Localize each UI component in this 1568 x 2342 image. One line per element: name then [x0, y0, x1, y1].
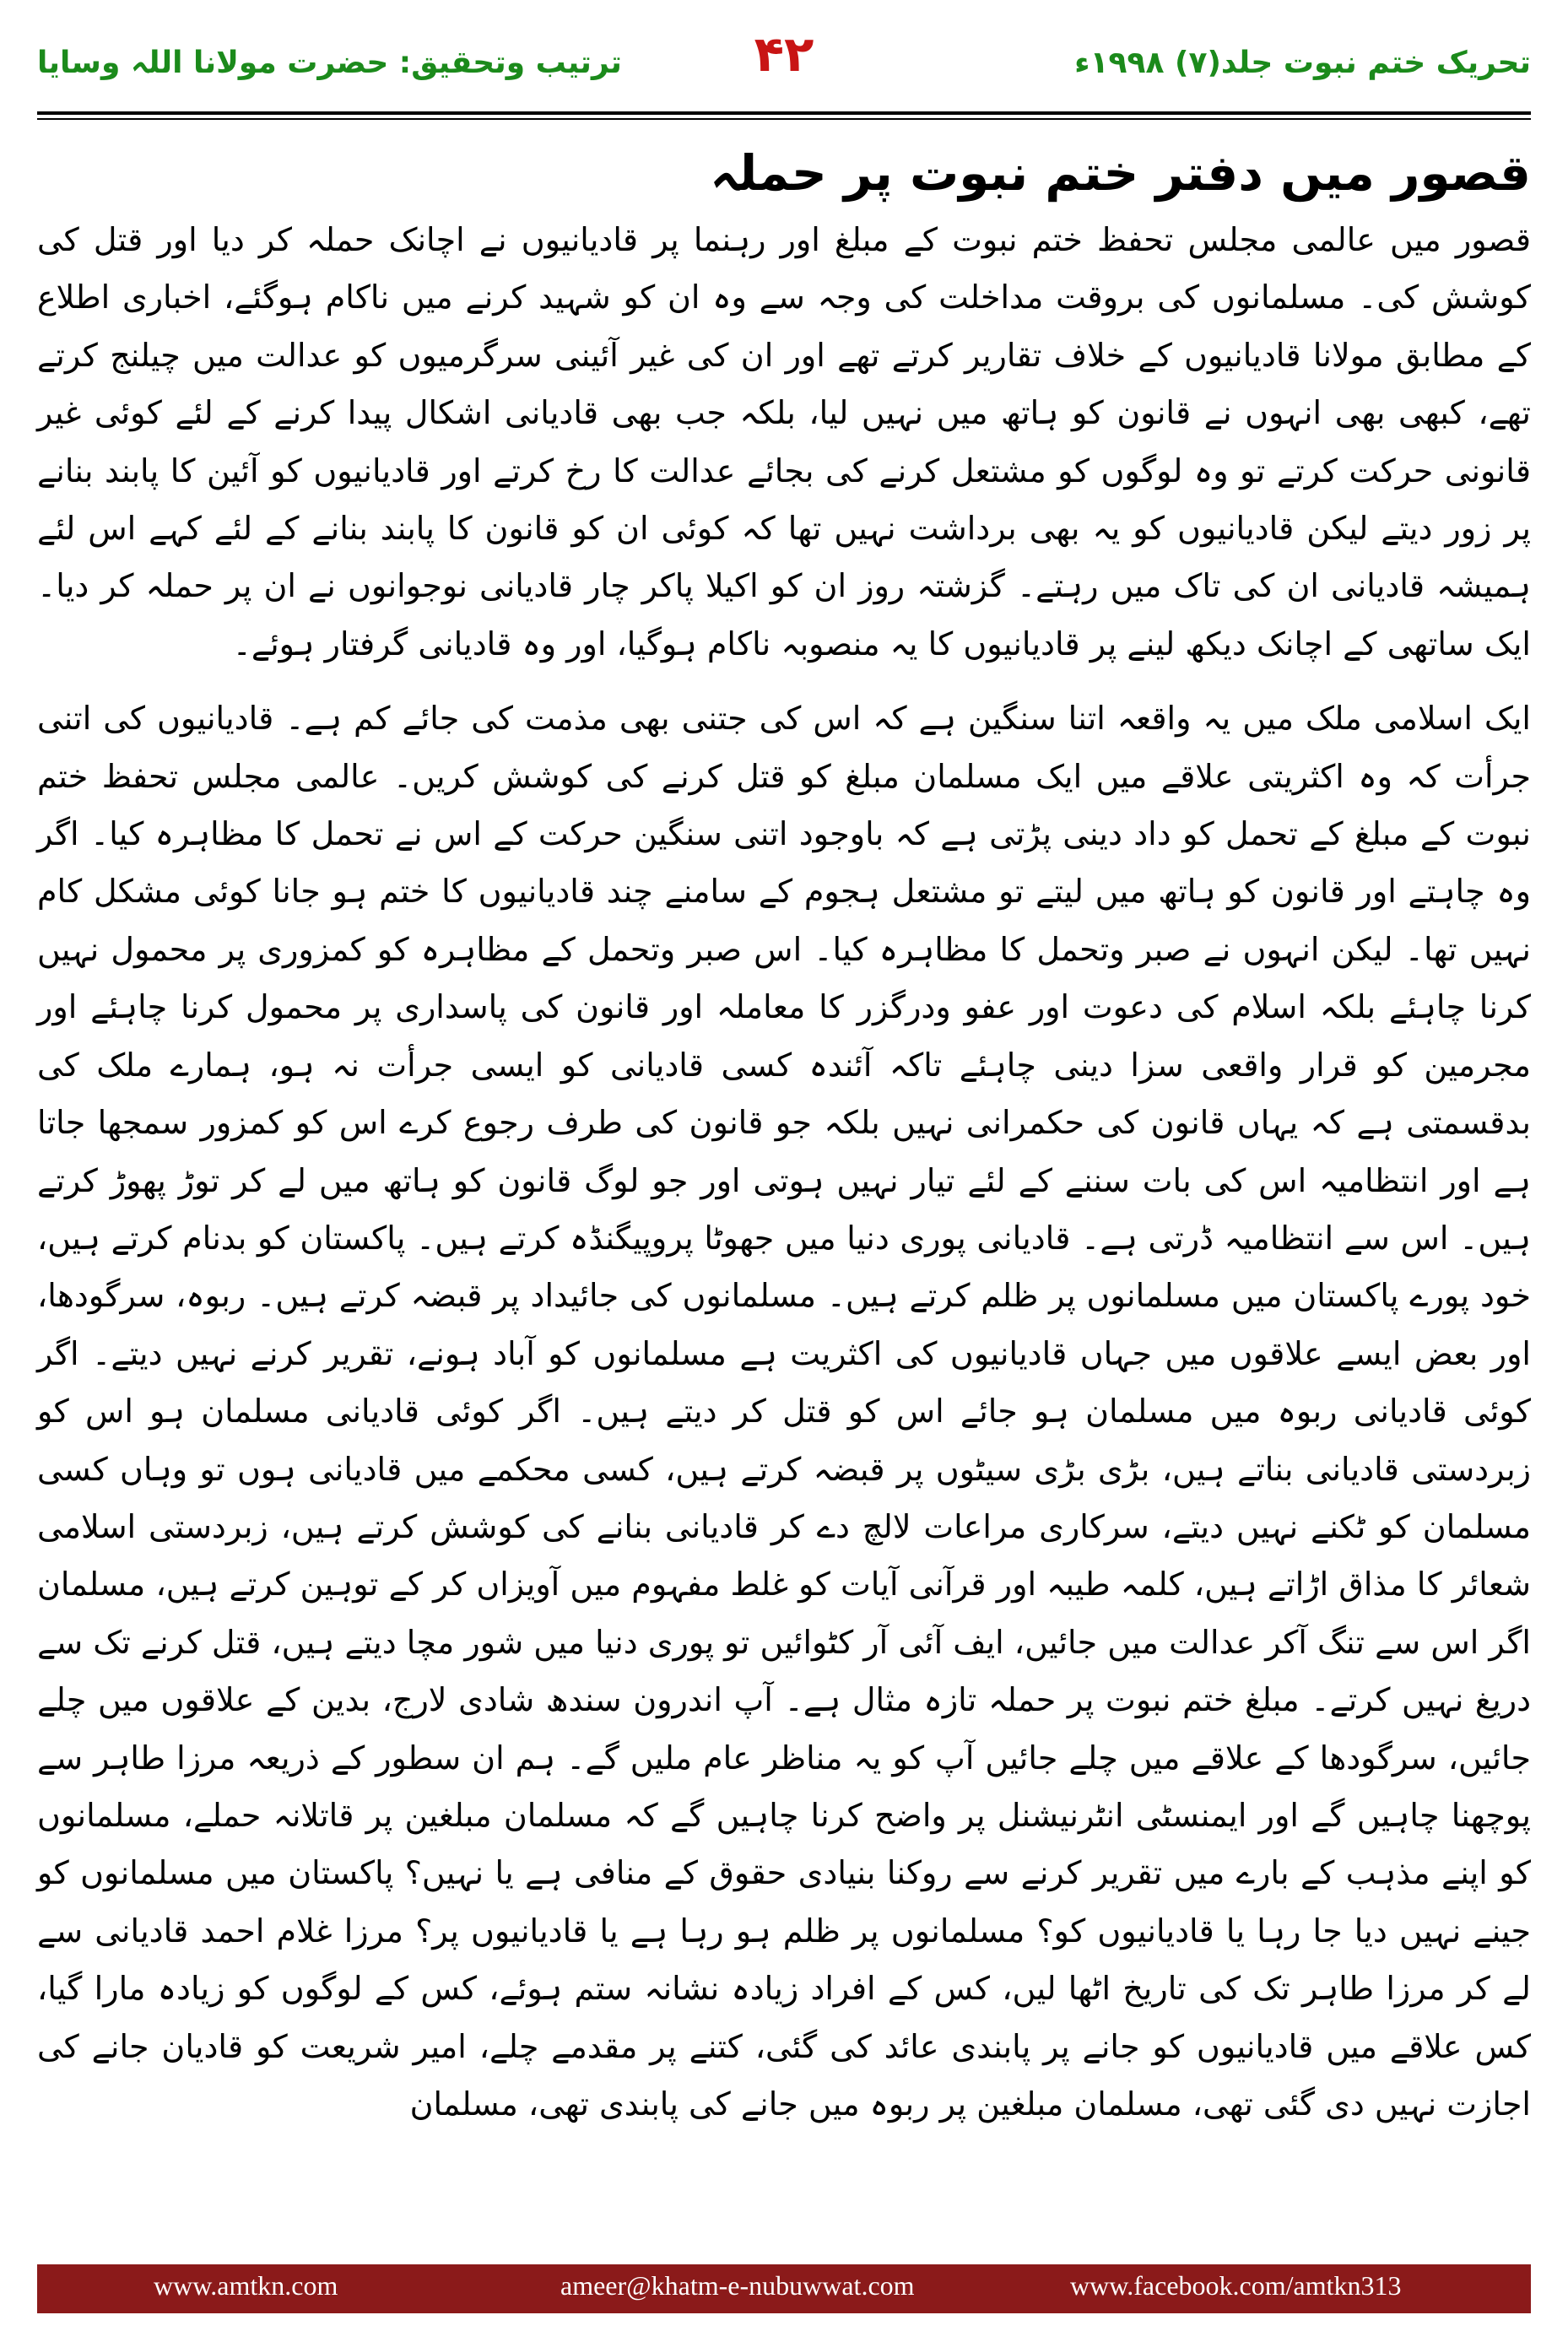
- page-footer: [37, 2264, 1531, 2313]
- article-body: [37, 142, 1531, 2201]
- website-link[interactable]: www.amtkn.com: [154, 2270, 338, 2301]
- compiler-credit: ترتیب وتحقیق: حضرت مولانا اللہ وسایا: [37, 46, 622, 80]
- article-heading: قصور میں دفتر ختم نبوت پر حملہ: [710, 144, 1531, 202]
- facebook-link[interactable]: www.facebook.com/amtkn313: [1070, 2270, 1402, 2301]
- book-title: تحریک ختم نبوت جلد(۷) ۱۹۹۸ء: [1074, 46, 1531, 80]
- header-divider: [37, 111, 1531, 115]
- page-header: [37, 25, 1531, 110]
- paragraph: قصور میں عالمی مجلس تحفظ ختم نبوت کے مبلغ اور رہنما پر قادیانیوں نے اچانک حملہ کر دیا اور قتل کی کوشش کی۔ مسلمانوں کی بروقت مداخلت کی وجہ سے وہ ان کو شہید کرنے میں ناکام ہوگئے، اخباری اطلاع کے مطابق مولانا قادیانیوں کے خلاف تقاریر کرتے تھے اور ان کی غیر آئینی سرگرمیوں کو عدالت میں چیلنج کرتے تھے، کبھی بھی انہوں نے قانون کو ہاتھ میں نہیں لیا، بلکہ جب بھی قادیانی اشکال پیدا کرنے کے لئے کوئی غیر قانونی حرکت کرتے تو وہ لوگوں کو مشتعل کرنے کی بجائے عدالت کا رخ کرتے اور قادیانیوں کو آئین کا پابند بنانے پر زور دیتے لیکن قادیانیوں کو یہ بھی برداشت نہیں تھا کہ کوئی ان کو قانون کا پابند بنانے کے لئے کہے اس لئے ہمیشہ قادیانی ان کی تاک میں رہتے۔ گزشتہ روز ان کو اکیلا پاکر چار قادیانی نوجوانوں نے ان پر حملہ کر دیا۔ ایک ساتھی کے اچانک دیکھ لینے پر قادیانیوں کا یہ منصوبہ ناکام ہوگیا، اور وہ قادیانی گرفتار ہوئے۔: [37, 221, 1531, 663]
- email-link[interactable]: ameer@khatm-e-nubuwwat.com: [560, 2270, 915, 2301]
- page-number: ۴۲: [754, 25, 814, 83]
- paragraph: ایک اسلامی ملک میں یہ واقعہ اتنا سنگین ہے کہ اس کی جتنی بھی مذمت کی جائے کم ہے۔ قادیانیوں کی اتنی جرأت کہ وہ اکثریتی علاقے میں ایک مسلمان مبلغ کو قتل کرنے کی کوشش کریں۔ عالمی مجلس تحفظ ختم نبوت کے مبلغ کے تحمل کو داد دینی پڑتی ہے کہ باوجود اتنی سنگین حرکت کے اس نے تحمل کا مظاہرہ کیا۔ اگر وہ چاہتے اور قانون کو ہاتھ میں لیتے تو مشتعل ہجوم کے سامنے چند قادیانیوں کا ختم ہو جانا کوئی مشکل کام نہیں تھا۔ لیکن انہوں نے صبر وتحمل کا مظاہرہ کیا۔ اس صبر وتحمل کے مظاہرہ کو کمزوری پر محمول نہیں کرنا چاہئے بلکہ اسلام کی دعوت اور عفو ودرگزر کا معاملہ اور قانون کی پاسداری پر محمول کرنا چاہئے اور مجرمین کو قرار واقعی سزا دینی چاہئے تاکہ آئندہ کسی قادیانی کو ایسی جرأت نہ ہو، ہمارے ملک کی بدقسمتی ہے کہ یہاں قانون کی حکمرانی نہیں بلکہ جو قانون کی طرف رجوع کرے اس کو کمزور سمجھا جاتا ہے اور انتظامیہ اس کی بات سننے کے لئے تیار نہیں ہوتی اور جو لوگ قانون کو ہاتھ میں لے کر توڑ پھوڑ کرتے ہیں۔ اس سے انتظامیہ ڈرتی ہے۔ قادیانی پوری دنیا میں جھوٹا پروپیگنڈہ کرتے ہیں۔ پاکستان کو بدنام کرتے ہیں، خود پورے پاکستان میں مسلمانوں پر ظلم کرتے ہیں۔ مسلمانوں کی جائیداد پر قبضہ کرتے ہیں۔ ربوہ، سرگودھا، اور بعض ایسے علاقوں میں جہاں قادیانیوں کی اکثریت ہے مسلمانوں کو آباد ہونے، تقریر کرنے نہیں دیتے۔ اگر کوئی قادیانی ربوہ میں مسلمان ہو جائے اس کو قتل کر دیتے ہیں۔ اگر کوئی قادیانی مسلمان ہو اس کو زبردستی قادیانی بناتے ہیں، بڑی بڑی سیٹوں پر قبضہ کرتے ہیں، کسی محکمے میں قادیانی ہوں تو وہاں کسی مسلمان کو ٹکنے نہیں دیتے، سرکاری مراعات لالچ دے کر قادیانی بنانے کی کوشش کرتے ہیں، زبردستی اسلامی شعائر کا مذاق اڑاتے ہیں، کلمہ طیبہ اور قرآنی آیات کو غلط مفہوم میں آویزاں کر کے توہین کرتے ہیں، مسلمان اگر اس سے تنگ آکر عدالت میں جائیں، ایف آئی آر کٹوائیں تو پوری دنیا میں شور مچا دیتے ہیں، قتل کرنے تک سے دریغ نہیں کرتے۔ مبلغ ختم نبوت پر حملہ تازہ مثال ہے۔ آپ اندرون سندھ شادی لارج، بدین کے علاقوں میں چلے جائیں، سرگودھا کے علاقے میں چلے جائیں آپ کو یہ مناظر عام ملیں گے۔ ہم ان سطور کے ذریعہ مرزا طاہر سے پوچھنا چاہیں گے اور ایمنسٹی انٹرنیشنل پر واضح کرنا چاہیں گے کہ مسلمان مبلغین پر قاتلانہ حملے، مسلمانوں کو اپنے مذہب کے بارے میں تقریر کرنے سے روکنا بنیادی حقوق کے منافی ہے یا نہیں؟ پاکستان میں مسلمانوں کو جینے نہیں دیا جا رہا یا قادیانیوں کو؟ مسلمانوں پر ظلم ہو رہا ہے یا قادیانیوں پر؟ مرزا غلام احمد قادیانی سے لے کر مرزا طاہر تک کی تاریخ اٹھا لیں، کس کے افراد زیادہ نشانہ ستم ہوئے، کس کے لوگوں کو زیادہ مارا گیا، کس علاقے میں قادیانیوں کو جانے پر پابندی عائد کی گئی، کتنے پر مقدمے چلے، امیر شریعت کو قادیان جانے کی اجازت نہیں دی گئی تھی، مسلمان مبلغین پر ربوہ میں جانے کی پابندی تھی، مسلمان: [37, 700, 1531, 2123]
- header-divider-thin: [37, 118, 1531, 120]
